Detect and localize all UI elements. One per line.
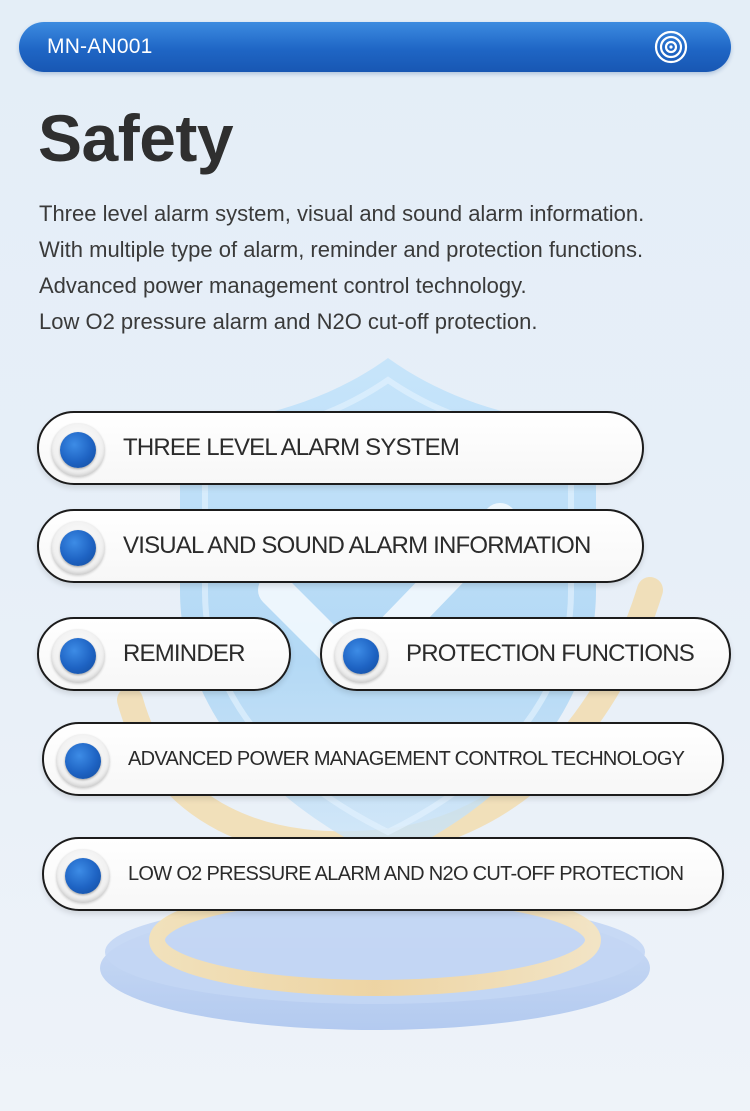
bullet-icon [56, 734, 110, 788]
feature-pill-power-management [42, 722, 724, 796]
feature-pill-reminder [37, 617, 291, 691]
description-line: Low O2 pressure alarm and N2O cut-off protection. [39, 309, 538, 334]
bullet-icon [51, 423, 105, 477]
feature-label: VISUAL AND SOUND ALARM INFORMATION [123, 532, 591, 559]
bullet-icon [51, 629, 105, 683]
feature-pill-protection-functions [320, 617, 731, 691]
description [39, 196, 739, 340]
feature-label: THREE LEVEL ALARM SYSTEM [123, 434, 460, 461]
description-line: With multiple type of alarm, reminder and protection functions. [39, 237, 644, 262]
feature-label: REMINDER [123, 640, 245, 667]
page-title: Safety [38, 101, 234, 175]
feature-label: ADVANCED POWER MANAGEMENT CONTROL TECHNOLOGY [128, 748, 685, 770]
bullet-icon [51, 521, 105, 575]
target-icon[interactable] [653, 29, 689, 65]
feature-pill-visual-sound-alarm [37, 509, 644, 583]
feature-label: LOW O2 PRESSURE ALARM AND N2O CUT-OFF PROTECTION [128, 863, 684, 885]
feature-pill-low-o2-pressure [42, 837, 724, 911]
bullet-icon [334, 629, 388, 683]
description-line: Advanced power management control technology. [39, 273, 527, 298]
feature-label: PROTECTION FUNCTIONS [406, 640, 694, 667]
model-code: MN-AN001 [47, 35, 153, 58]
feature-pill-three-level-alarm [37, 411, 644, 485]
header-bar [19, 22, 731, 72]
description-line: Three level alarm system, visual and sound alarm information. [39, 201, 645, 226]
bullet-icon [56, 849, 110, 903]
